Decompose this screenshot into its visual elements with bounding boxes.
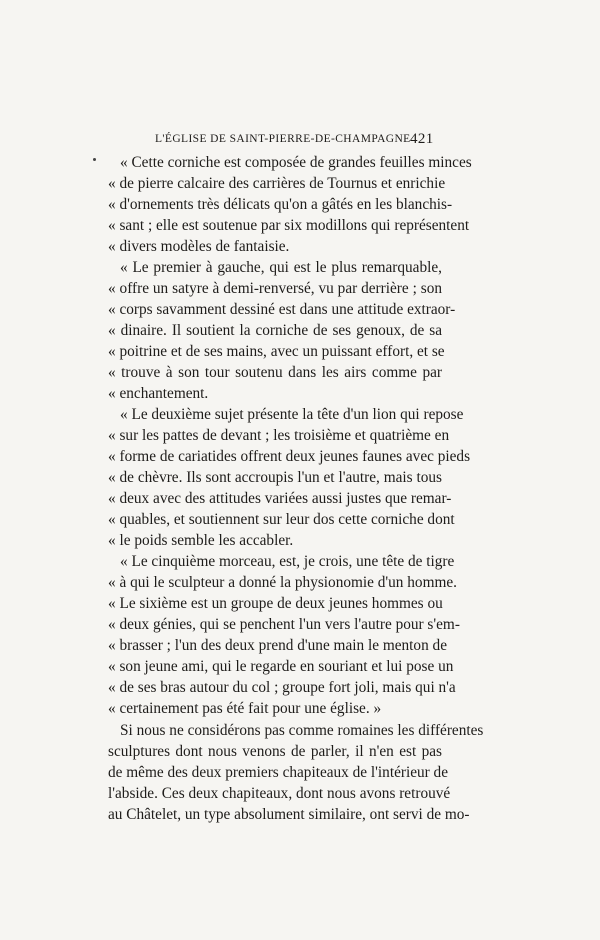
text-line: l'abside. Ces deux chapiteaux, dont nous avons retrouvé: [108, 785, 451, 802]
text-line: « offre un satyre à demi-renversé, vu par derrière ; son: [108, 280, 442, 297]
text-line: « à qui le sculpteur a donné la physionomie d'un homme.: [108, 574, 457, 591]
text-line: « Le sixième est un groupe de deux jeunes hommes ou: [108, 595, 443, 612]
text-line: « quables, et soutiennent sur leur dos cette corniche dont: [108, 511, 455, 528]
text-line: « certainement pas été fait pour une église. »: [108, 700, 382, 717]
text-line: « trouve à son tour soutenu dans les airs comme par: [108, 364, 442, 381]
text-line: « d'ornements très délicats qu'on a gâtés en les blanchis-: [108, 196, 453, 213]
text-line: « son jeune ami, qui le regarde en souriant et lui pose un: [108, 658, 454, 675]
text-line: « divers modèles de fantaisie.: [108, 238, 290, 255]
text-line: « corps savamment dessiné est dans une attitude extraor-: [108, 301, 456, 318]
text-line: « deux génies, qui se penchent l'un vers l'autre pour s'em-: [108, 616, 460, 633]
text-line: « forme de cariatides offrent deux jeunes faunes avec pieds: [108, 448, 471, 465]
text-line: « Le cinquième morceau, est, je crois, une tête de tigre: [120, 553, 455, 570]
text-line: « de chèvre. Ils sont accroupis l'un et l'autre, mais tous: [108, 469, 442, 486]
text-line: « sur les pattes de devant ; les troisième et quatrième en: [108, 427, 450, 444]
text-line: « de ses bras autour du col ; groupe fort joli, mais qui n'a: [108, 679, 456, 696]
text-line: de même des deux premiers chapiteaux de l'intérieur de: [108, 764, 448, 781]
text-line: « Le deuxième sujet présente la tête d'un lion qui repose: [120, 406, 464, 423]
text-line: « enchantement.: [108, 385, 209, 402]
text-line: Si nous ne considérons pas comme romaines les différentes: [120, 722, 484, 739]
text-line: « brasser ; l'un des deux prend d'une main le menton de: [108, 637, 447, 654]
text-line: « dinaire. Il soutient la corniche de ses genoux, de sa: [108, 322, 442, 339]
text-line: « deux avec des attitudes variées aussi justes que remar-: [108, 490, 452, 507]
text-line: « sant ; elle est soutenue par six modillons qui représentent: [108, 217, 470, 234]
text-line: « de pierre calcaire des carrières de Tournus et enrichie: [108, 175, 446, 192]
text-line: au Châtelet, un type absolument similaire, ont servi de mo-: [108, 806, 470, 823]
text-line: « Cette corniche est composée de grandes feuilles minces: [120, 154, 472, 171]
print-speck: [93, 158, 96, 161]
page-number: 421: [410, 131, 434, 147]
text-line: « le poids semble les accabler.: [108, 532, 294, 549]
text-line: « poitrine et de ses mains, avec un puissant effort, et se: [108, 343, 445, 360]
text-line: « Le premier à gauche, qui est le plus remarquable,: [120, 259, 442, 276]
running-title: L'ÉGLISE DE SAINT-PIERRE-DE-CHAMPAGNE: [155, 133, 411, 145]
text-line: sculptures dont nous venons de parler, il n'en est pas: [108, 743, 442, 760]
